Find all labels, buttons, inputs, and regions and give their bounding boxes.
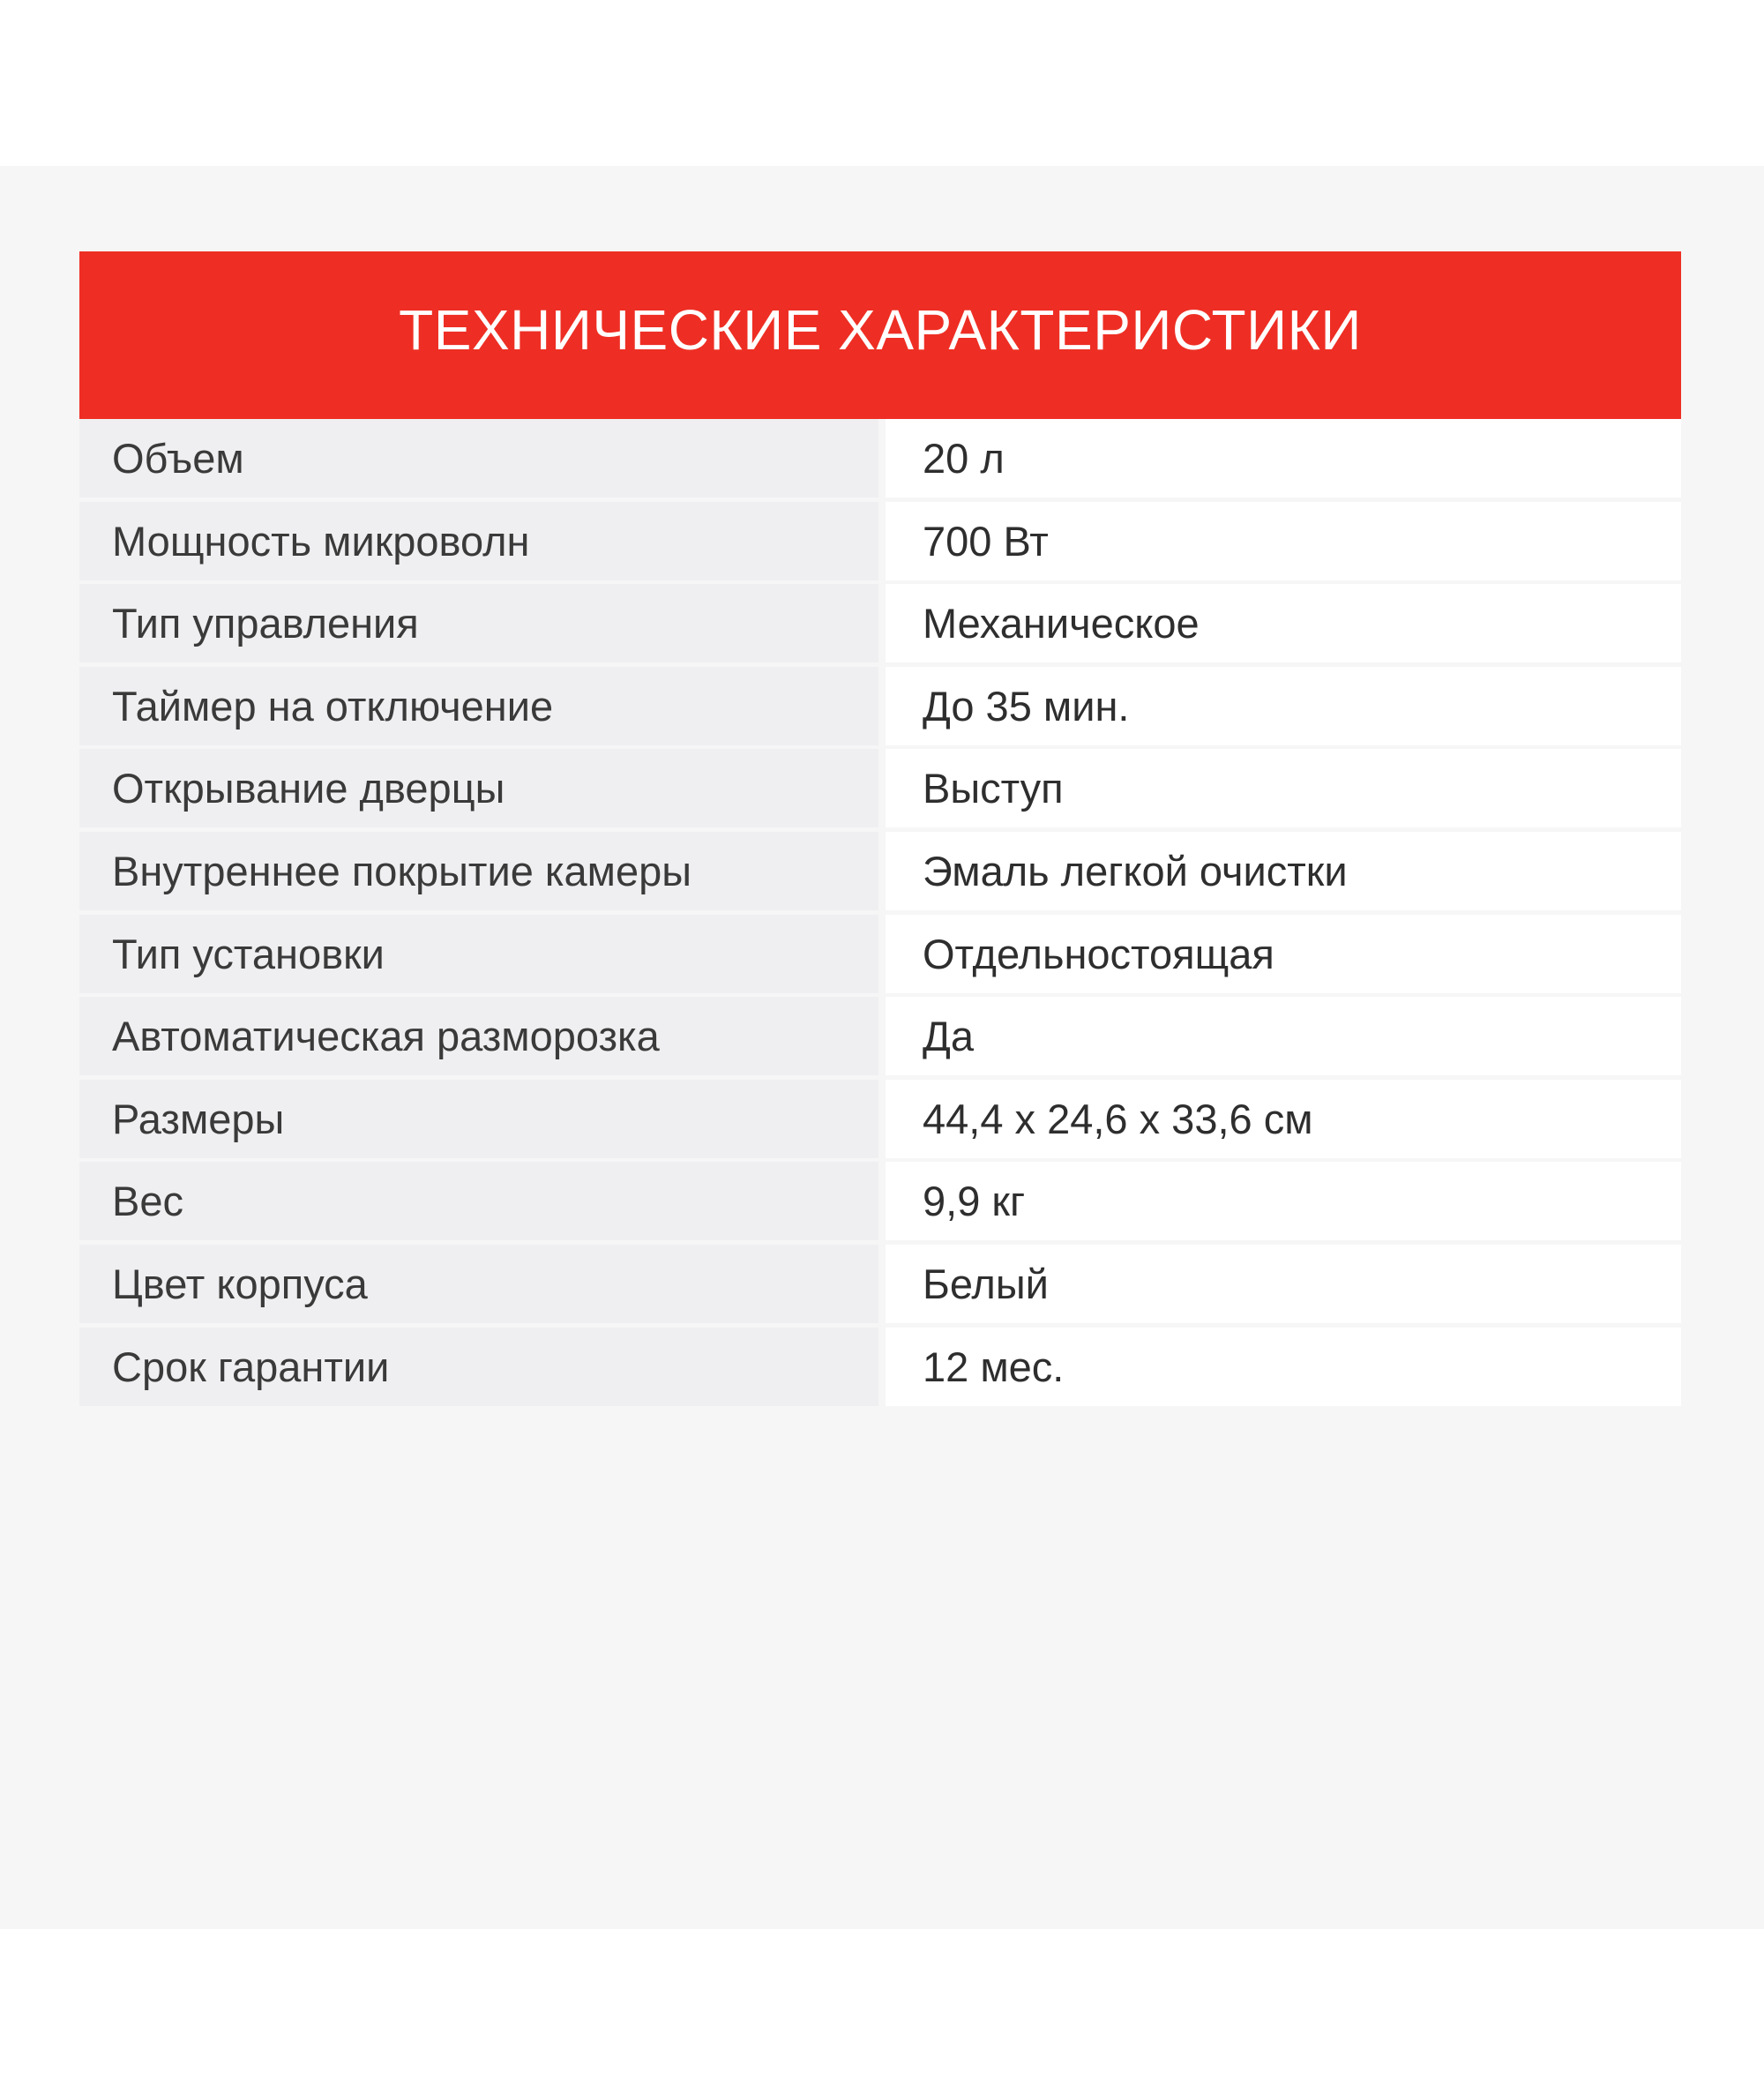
spec-label: Вес xyxy=(79,1162,878,1240)
spec-value: 700 Вт xyxy=(886,502,1681,580)
spec-row xyxy=(79,997,1681,1075)
spec-label: Таймер на отключение xyxy=(79,667,878,745)
spec-row xyxy=(79,749,1681,827)
spec-row xyxy=(79,667,1681,745)
spec-value: Да xyxy=(886,997,1681,1075)
spec-row xyxy=(79,1328,1681,1406)
spec-label: Автоматическая разморозка xyxy=(79,997,878,1075)
spec-label: Мощность микроволн xyxy=(79,502,878,580)
spec-row xyxy=(79,1245,1681,1323)
spec-row xyxy=(79,915,1681,993)
spec-row xyxy=(79,1080,1681,1158)
spec-table-header xyxy=(79,251,1681,419)
spec-value: До 35 мин. xyxy=(886,667,1681,745)
spec-value: 44,4 х 24,6 х 33,6 см xyxy=(886,1080,1681,1158)
spec-label: Внутреннее покрытие камеры xyxy=(79,832,878,910)
spec-label: Срок гарантии xyxy=(79,1328,878,1406)
spec-label: Открывание дверцы xyxy=(79,749,878,827)
spec-value: Выступ xyxy=(886,749,1681,827)
spec-value: Отдельностоящая xyxy=(886,915,1681,993)
spec-value: 20 л xyxy=(886,419,1681,498)
page-title: ТЕХНИЧЕСКИЕ ХАРАКТЕРИСТИКИ xyxy=(399,298,1362,362)
spec-value: Эмаль легкой очистки xyxy=(886,832,1681,910)
spec-row xyxy=(79,832,1681,910)
spec-value: 9,9 кг xyxy=(886,1162,1681,1240)
spec-value: Белый xyxy=(886,1245,1681,1323)
spec-rows xyxy=(79,419,1681,1406)
spec-value: 12 мес. xyxy=(886,1328,1681,1406)
spec-label: Тип установки xyxy=(79,915,878,993)
spec-row xyxy=(79,419,1681,498)
spec-value: Механическое xyxy=(886,584,1681,662)
spec-row xyxy=(79,502,1681,580)
spec-table xyxy=(79,251,1681,1406)
spec-row xyxy=(79,584,1681,662)
spec-row xyxy=(79,1162,1681,1240)
spec-label: Объем xyxy=(79,419,878,498)
spec-label: Цвет корпуса xyxy=(79,1245,878,1323)
spec-label: Размеры xyxy=(79,1080,878,1158)
spec-label: Тип управления xyxy=(79,584,878,662)
